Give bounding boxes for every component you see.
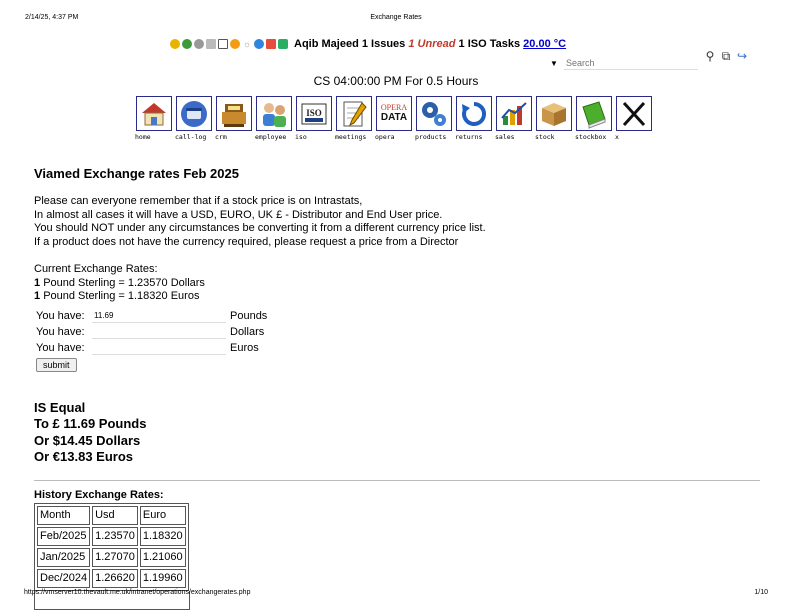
chat-icon[interactable] bbox=[254, 39, 264, 49]
nav-item-crm[interactable] bbox=[215, 96, 253, 141]
chart-icon[interactable] bbox=[266, 39, 276, 49]
nav-label[interactable]: employee bbox=[255, 133, 287, 141]
result-line: Or $14.45 Dollars bbox=[34, 432, 141, 448]
unread-label[interactable]: Unread bbox=[417, 38, 456, 50]
svg-text:ISO: ISO bbox=[306, 107, 322, 118]
opera-tile-bottom: DATA bbox=[380, 112, 408, 123]
nav-label[interactable]: crm bbox=[215, 133, 227, 141]
dollars-label: You have: bbox=[36, 325, 85, 338]
copy-icon[interactable] bbox=[218, 39, 228, 49]
refresh-icon[interactable] bbox=[456, 96, 492, 131]
table-cell: Feb/2025 bbox=[37, 527, 90, 546]
nav-item-stockbox[interactable] bbox=[575, 96, 613, 141]
nav-item-call-log[interactable] bbox=[175, 96, 213, 141]
history-title: History Exchange Rates: bbox=[34, 488, 164, 501]
chart-icon[interactable] bbox=[496, 96, 532, 131]
status-bar bbox=[170, 36, 630, 52]
table-cell: 1.18320 bbox=[140, 527, 186, 546]
gears-icon[interactable] bbox=[416, 96, 452, 131]
box-icon[interactable] bbox=[536, 96, 572, 131]
nav-label[interactable]: home bbox=[135, 133, 151, 141]
cash-register-icon[interactable] bbox=[216, 96, 252, 131]
main-content bbox=[34, 166, 764, 610]
table-cell: Dec/2024 bbox=[37, 569, 90, 588]
search-icon[interactable]: ⚲ bbox=[705, 49, 715, 63]
app-nav bbox=[135, 96, 653, 141]
shift-info: CS 04:00:00 PM For 0.5 Hours bbox=[313, 74, 479, 88]
table-cell: 1.27070 bbox=[92, 548, 138, 567]
nav-label[interactable]: call-log bbox=[175, 133, 207, 141]
book-icon[interactable] bbox=[576, 96, 612, 131]
nav-item-x[interactable] bbox=[615, 96, 653, 141]
pounds-input[interactable] bbox=[92, 309, 226, 323]
column-header: Euro bbox=[140, 506, 186, 525]
table-header-row bbox=[37, 506, 186, 525]
notice-line: In almost all cases it will have a USD, EURO, UK £ - Distributor and End User price. bbox=[34, 208, 443, 221]
column-header: Month bbox=[37, 506, 90, 525]
nav-label[interactable]: opera bbox=[375, 133, 395, 141]
iso-count[interactable]: 1 bbox=[458, 38, 465, 50]
nav-label[interactable]: iso bbox=[295, 133, 307, 141]
search-input[interactable] bbox=[564, 56, 698, 70]
nav-label[interactable]: returns bbox=[455, 133, 483, 141]
pounds-row bbox=[34, 308, 764, 324]
table-cell: 1.26620 bbox=[92, 569, 138, 588]
nav-item-returns[interactable] bbox=[455, 96, 493, 141]
nav-item-meetings[interactable] bbox=[335, 96, 373, 141]
print-page-number: 1/10 bbox=[754, 589, 768, 596]
issues-count[interactable]: 1 bbox=[361, 38, 368, 50]
globe-icon[interactable] bbox=[182, 39, 192, 49]
result-line: To £ 11.69 Pounds bbox=[34, 416, 147, 431]
rates-title: Current Exchange Rates: bbox=[34, 263, 158, 275]
euros-row bbox=[34, 340, 764, 356]
notice-line: Please can everyone remember that if a stock price is on Intrastats, bbox=[34, 195, 363, 207]
calculator-icon[interactable] bbox=[206, 39, 216, 49]
eur-rate-prefix: 1 bbox=[34, 290, 41, 302]
result-line: Or €13.83 Euros bbox=[34, 449, 133, 464]
table-cell: 1.23570 bbox=[92, 527, 138, 546]
unread-count[interactable]: 1 bbox=[408, 38, 415, 50]
conversion-result bbox=[34, 400, 764, 466]
usd-rate bbox=[34, 277, 764, 291]
notice-line: If a product does not have the currency required, please request a price from a Director bbox=[34, 235, 459, 248]
table-cell: 1.19960 bbox=[140, 569, 186, 588]
people-icon[interactable] bbox=[256, 96, 292, 131]
nav-item-iso[interactable] bbox=[295, 96, 333, 141]
table-row bbox=[37, 527, 186, 546]
print-url: https://vmserver10.thevault.me.uk/intranet/operations/exchangerates.php bbox=[24, 589, 251, 596]
converter-form bbox=[34, 308, 764, 372]
divider bbox=[34, 480, 760, 481]
star-icon[interactable] bbox=[170, 39, 180, 49]
euros-input[interactable] bbox=[92, 341, 226, 355]
nav-label[interactable]: x bbox=[615, 133, 619, 141]
issues-label[interactable]: Issues bbox=[371, 38, 406, 50]
nav-item-home[interactable] bbox=[135, 96, 173, 141]
nav-label[interactable]: products bbox=[415, 133, 447, 141]
column-header: Usd bbox=[92, 506, 138, 525]
euros-unit: Euros bbox=[230, 341, 259, 354]
usd-rate-text: Pound Sterling = 1.23570 Dollars bbox=[43, 276, 205, 289]
nav-item-products[interactable] bbox=[415, 96, 453, 141]
eur-rate-text: Pound Sterling = 1.18320 Euros bbox=[43, 290, 200, 302]
nav-label[interactable]: meetings bbox=[335, 133, 367, 141]
result-line: IS Equal bbox=[34, 399, 86, 415]
print-datetime: 2/14/25, 4:37 PM bbox=[25, 14, 79, 21]
share-arrow-icon[interactable]: ↪ bbox=[736, 49, 748, 63]
nav-item-stock[interactable] bbox=[535, 96, 573, 141]
submit-button[interactable]: submit bbox=[36, 358, 77, 372]
opera-data-icon[interactable] bbox=[376, 96, 412, 131]
nav-label[interactable]: stockbox bbox=[575, 133, 607, 141]
user-name[interactable]: Aqib Majeed bbox=[294, 38, 359, 50]
table-row bbox=[37, 569, 186, 588]
smiley-icon[interactable] bbox=[230, 39, 240, 49]
dollars-input[interactable] bbox=[92, 325, 226, 339]
usd-rate-prefix: 1 bbox=[34, 276, 41, 289]
pounds-label: You have: bbox=[36, 309, 85, 322]
table-cell: Jan/2025 bbox=[37, 548, 90, 567]
euros-label: You have: bbox=[36, 341, 85, 354]
bag-icon[interactable] bbox=[278, 39, 288, 49]
iso-tasks-label[interactable]: ISO Tasks bbox=[467, 38, 521, 50]
nav-label[interactable]: sales bbox=[495, 133, 515, 141]
current-rates bbox=[34, 263, 764, 304]
dollars-row bbox=[34, 324, 764, 340]
iso-icon[interactable] bbox=[296, 96, 332, 131]
nav-item-sales[interactable] bbox=[495, 96, 533, 141]
dollars-unit: Dollars bbox=[230, 325, 265, 338]
print-page-title: Exchange Rates bbox=[370, 14, 422, 21]
settings-icon[interactable] bbox=[194, 39, 204, 49]
sun-icon[interactable]: ☼ bbox=[242, 39, 252, 49]
nav-item-opera[interactable] bbox=[375, 96, 413, 141]
nav-item-employee[interactable] bbox=[255, 96, 293, 141]
x-icon[interactable] bbox=[616, 96, 652, 131]
notepad-icon[interactable] bbox=[336, 96, 372, 131]
notice-line: You should NOT under any circumstances be converting it from a different currency price list. bbox=[34, 222, 486, 234]
history-table bbox=[34, 503, 189, 591]
table-row bbox=[37, 548, 186, 567]
table-cell: 1.21060 bbox=[140, 548, 186, 567]
house-icon[interactable] bbox=[136, 96, 172, 131]
nav-label[interactable]: stock bbox=[535, 133, 555, 141]
temperature-link[interactable]: 20.00 °C bbox=[523, 38, 567, 50]
search-tools bbox=[704, 50, 748, 62]
opera-tile-top: OPERA bbox=[380, 103, 408, 112]
telephone-icon[interactable] bbox=[176, 96, 212, 131]
eur-rate bbox=[34, 290, 764, 304]
chevron-down-icon[interactable]: ▼ bbox=[550, 58, 558, 68]
page-title: Viamed Exchange rates Feb 2025 bbox=[34, 166, 239, 181]
external-link-icon[interactable]: ⧉ bbox=[721, 49, 731, 63]
pounds-unit: Pounds bbox=[230, 309, 268, 322]
